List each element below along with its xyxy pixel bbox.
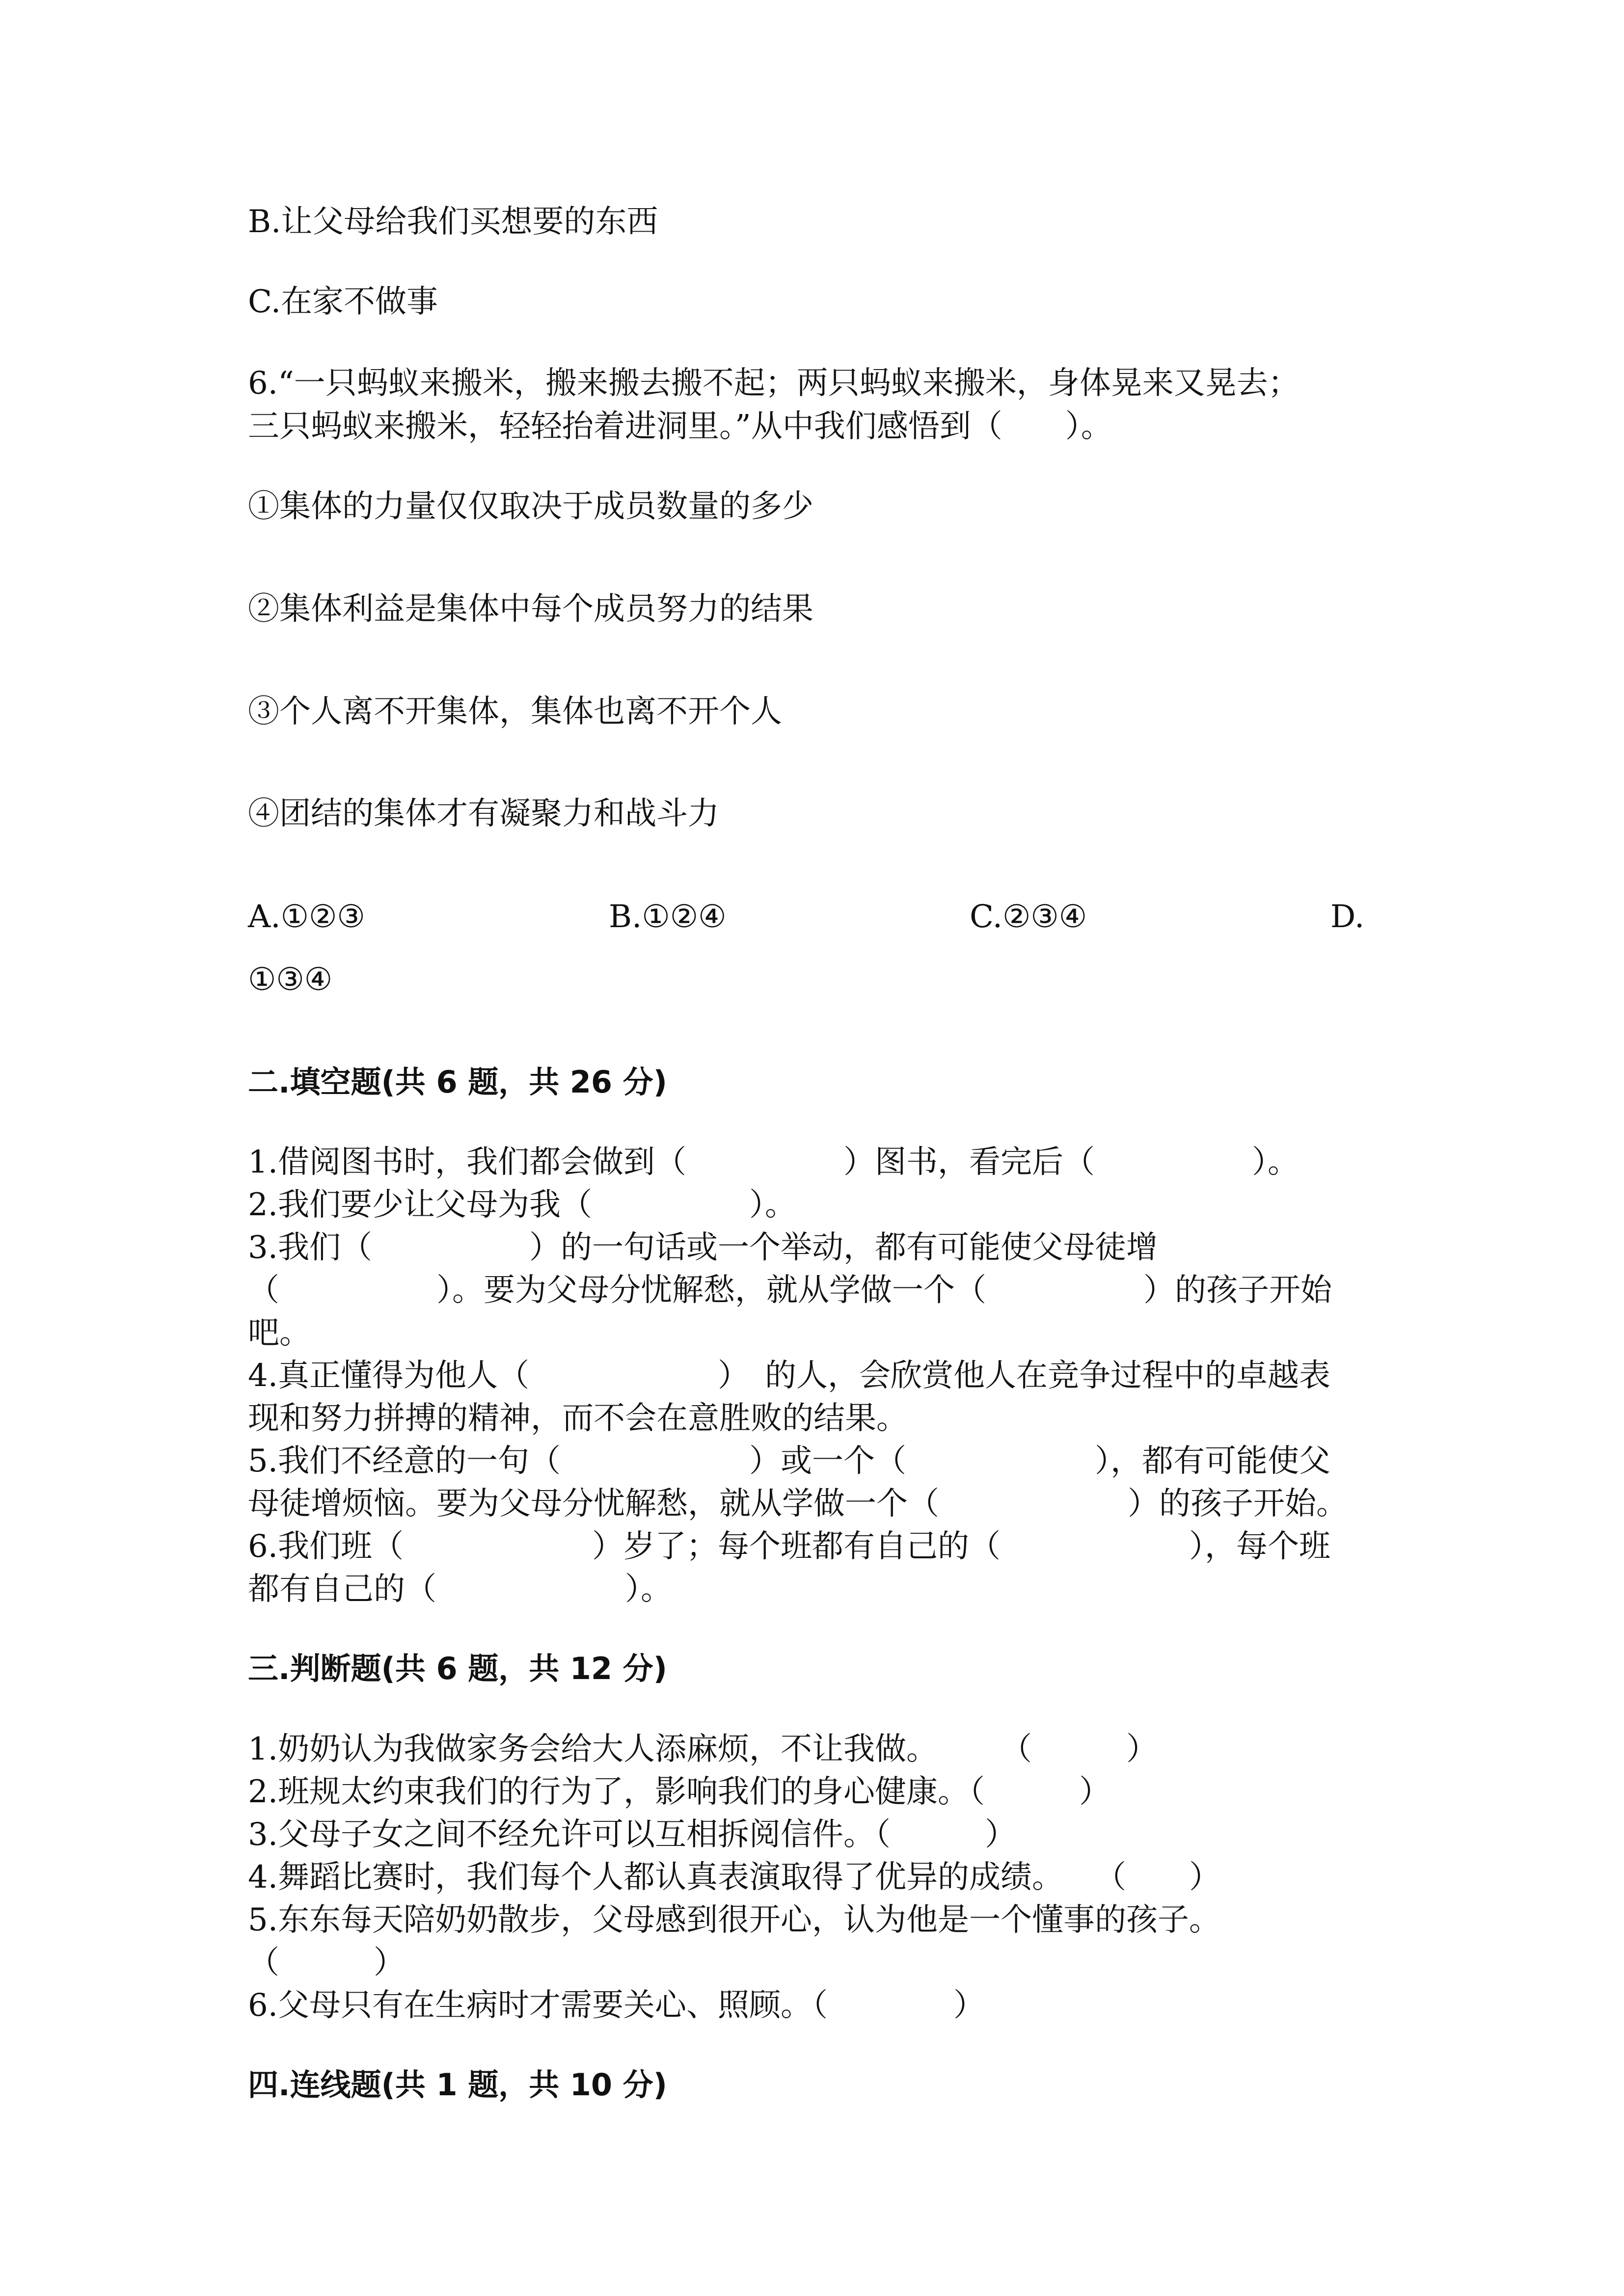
fill-line-3: 3.我们（ ）的一句话或一个举动，都有可能使父母徒增 [248, 1229, 1158, 1266]
judge-line-7: 6.父母只有在生病时才需要关心、照顾。（ ） [248, 1987, 985, 2024]
q6-stem-line-1: 6.“一只蚂蚁来搬米，搬来搬去搬不起；两只蚂蚁来搬米，身体晃来又晃去； [248, 365, 1299, 401]
fill-line-7: 现和努力拼搏的精神，而不会在意胜败的结果。 [248, 1400, 908, 1437]
q6-option-d-value: ①③④ [248, 961, 333, 998]
fill-line-10: 6.我们班（ ）岁了；每个班都有自己的（ ），每个班 [248, 1528, 1331, 1565]
q6-option-d-label: D. [1330, 899, 1365, 935]
q5-option-c: C.在家不做事 [248, 284, 438, 320]
fill-line-1: 1.借阅图书时，我们都会做到（ ）图书，看完后（ ）。 [248, 1144, 1299, 1180]
fill-line-5: 吧。 [248, 1315, 311, 1351]
fill-line-8: 5.我们不经意的一句（ ）或一个（ ），都有可能使父 [248, 1443, 1331, 1479]
judge-line-1: 1.奶奶认为我做家务会给大人添麻烦，不让我做。 （ ） [248, 1731, 1158, 1767]
judge-section-heading: 三.判断题(共 6 题，共 12 分) [248, 1651, 667, 1686]
q6-statement-1: ①集体的力量仅仅取决于成员数量的多少 [248, 488, 813, 525]
q5-option-b: B.让父母给我们买想要的东西 [248, 204, 658, 240]
q6-statement-4: ④团结的集体才有凝聚力和战斗力 [248, 796, 719, 832]
fill-line-4: （ ）。要为父母分忧解愁，就从学做一个（ ）的孩子开始 [248, 1272, 1332, 1308]
match-section-heading: 四.连线题(共 1 题，共 10 分) [248, 2067, 667, 2103]
judge-line-3: 3.父母子女之间不经允许可以互相拆阅信件。（ ） [248, 1816, 1017, 1853]
q6-statement-2: ②集体利益是集体中每个成员努力的结果 [248, 591, 813, 627]
fill-line-9: 母徒增烦恼。要为父母分忧解愁，就从学做一个（ ）的孩子开始。 [248, 1486, 1348, 1522]
judge-line-2: 2.班规太约束我们的行为了，影响我们的身心健康。（ ） [248, 1774, 1111, 1810]
fill-line-11: 都有自己的（ ）。 [248, 1571, 672, 1607]
q6-option-c: C.②③④ [970, 899, 1087, 935]
q6-option-a: A.①②③ [248, 899, 365, 935]
q6-statement-3: ③个人离不开集体，集体也离不开个人 [248, 694, 782, 730]
fill-section-heading: 二.填空题(共 6 题，共 26 分) [248, 1064, 667, 1100]
q6-option-b: B.①②④ [609, 899, 727, 935]
fill-line-2: 2.我们要少让父母为我（ ）。 [248, 1187, 797, 1223]
judge-line-4: 4.舞蹈比赛时，我们每个人都认真表演取得了优异的成绩。 （ ） [248, 1859, 1221, 1896]
judge-line-6: （ ） [248, 1945, 405, 1981]
q6-stem-line-2: 三只蚂蚁来搬米，轻轻抬着进洞里。”从中我们感悟到（ ）。 [248, 408, 1112, 445]
fill-line-6: 4.真正懂得为他人（ ） 的人，会欣赏他人在竞争过程中的卓越表 [248, 1358, 1331, 1394]
judge-line-5: 5.东东每天陪奶奶散步，父母感到很开心，认为他是一个懂事的孩子。 [248, 1902, 1221, 1938]
